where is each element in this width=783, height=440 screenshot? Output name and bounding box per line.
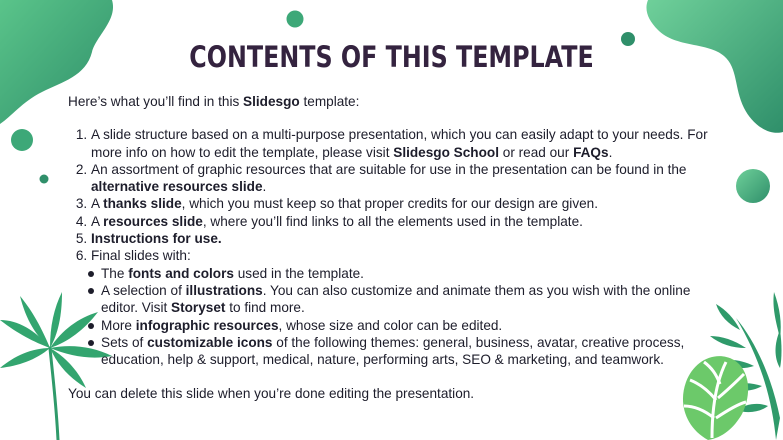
tiny-dot-left xyxy=(38,173,50,185)
contents-list xyxy=(68,126,708,264)
list-item: 4. A resources slide, where you’ll find links to all the elements used in the template. xyxy=(91,213,708,230)
top-center-dot xyxy=(284,8,306,30)
list-item: 2. An assortment of graphic resources that are suitable for use in the presentation can be found in the alternative resources slide. xyxy=(91,161,708,196)
slide-content xyxy=(68,93,708,403)
sublist-item: The fonts and colors used in the template. xyxy=(101,265,708,282)
sublist-item: More infographic resources, whose size and color can be edited. xyxy=(101,317,708,334)
closing-text: You can delete this slide when you’re done editing the presentation. xyxy=(68,386,475,402)
final-slides-sublist xyxy=(68,265,708,369)
list-item: 1. A slide structure based on a multi-purpose presentation, which you can easily adapt to your needs. For more info on how to edit the template, please visit Slidesgo School or read our FAQs. xyxy=(91,126,708,161)
list-item: 5. Instructions for use. xyxy=(91,230,708,247)
small-dot-left xyxy=(8,126,36,154)
slide-title: CONTENTS OF THIS TEMPLATE xyxy=(189,40,594,74)
sublist-item: A selection of illustrations. You can also customize and animate them as you wish with the online editor. Visit Storyset to find more. xyxy=(101,282,708,317)
list-item: 6. Final slides with: xyxy=(91,247,708,264)
sublist-item: Sets of customizable icons of the following themes: general, business, avatar, creative process, education, help & support, medical, nature, performing arts, SEO & marketing, and teamwork. xyxy=(101,334,708,369)
intro-text: Here’s what you’ll find in this Slidesgo template: xyxy=(68,94,360,109)
list-item: 3. A thanks slide, which you must keep so that proper credits for our design are given. xyxy=(91,195,708,212)
medium-dot-right xyxy=(733,166,773,206)
